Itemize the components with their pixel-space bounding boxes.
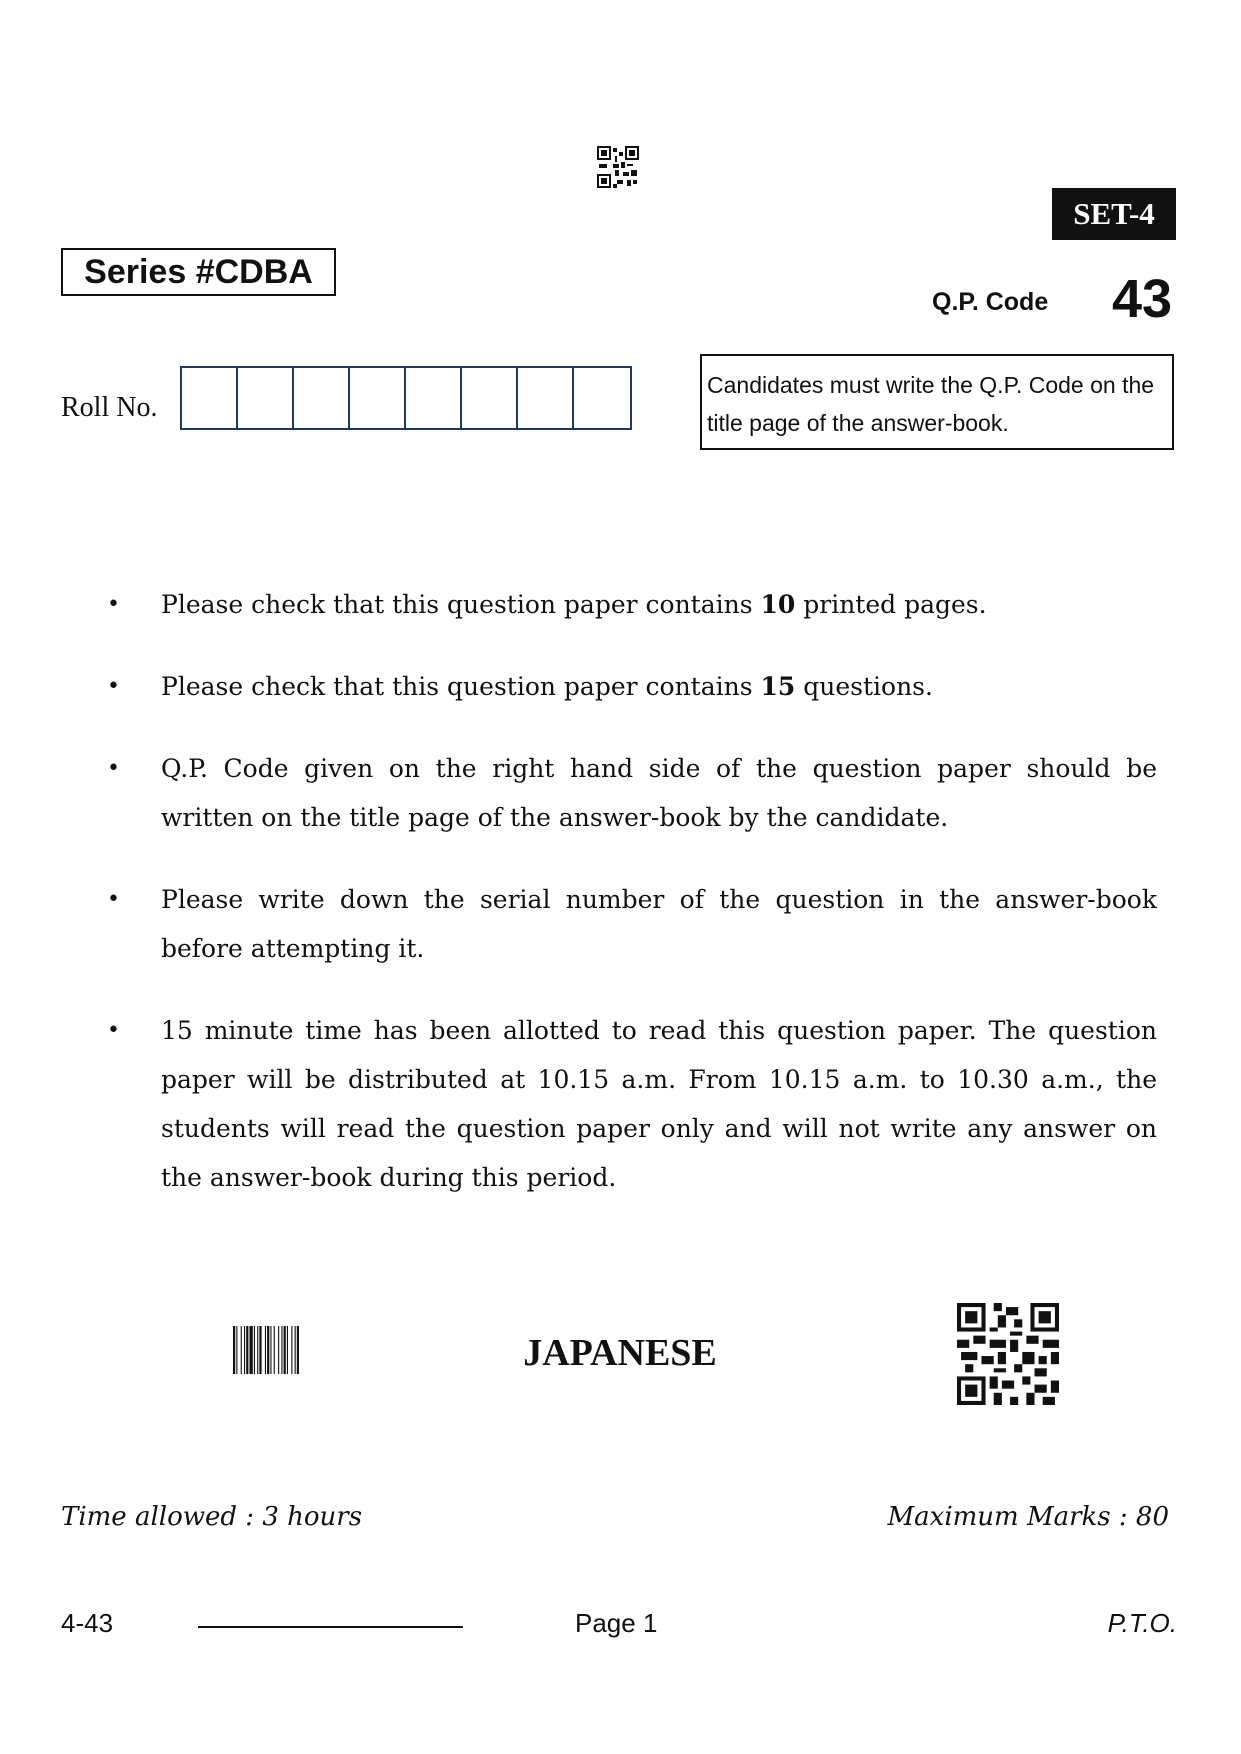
roll-no-box[interactable] [350, 368, 406, 428]
page-number: Page 1 [575, 1608, 658, 1638]
series-label: Series #CDBA [61, 248, 336, 296]
instruction-count: 10 [760, 590, 796, 619]
instruction-text: Please check that this question paper contains [161, 590, 761, 619]
footer-code: 4-43 [61, 1608, 114, 1638]
roll-no-box[interactable] [238, 368, 294, 428]
barcode-icon [233, 1326, 333, 1374]
instruction-text: 15 minute time has been allotted to read this question paper. The question paper will be distributed at 10.15 a.m. From 10.15 a.m. to 10.30 a.m., the students will read the question paper only and will not write any answer on the answer-book during this period. [161, 1016, 1157, 1192]
instruction-item [107, 662, 1157, 711]
instruction-text: questions. [795, 672, 933, 701]
qr-code-top-icon [597, 146, 639, 188]
roll-no-label: Roll No. [61, 392, 158, 423]
maximum-marks: Maximum Marks : 80 [887, 1502, 1169, 1532]
qp-code-label: Q.P. Code [932, 288, 1049, 316]
instruction-text: Please write down the serial number of the question in the answer-book before attempting it. [161, 885, 1157, 963]
candidate-note-box: Candidates must write the Q.P. Code on the title page of the answer-book. [700, 354, 1174, 450]
instruction-text: Please check that this question paper contains [161, 672, 761, 701]
subject-title: JAPANESE [523, 1332, 717, 1374]
footer-divider [198, 1626, 463, 1628]
time-allowed: Time allowed : 3 hours [61, 1502, 363, 1532]
roll-no-box[interactable] [294, 368, 350, 428]
instruction-item [107, 875, 1157, 973]
roll-no-box[interactable] [462, 368, 518, 428]
qp-code-number: 43 [1112, 269, 1173, 329]
instruction-text: Q.P. Code given on the right hand side of the question paper should be written on the title page of the answer-book by the candidate. [161, 754, 1157, 832]
roll-no-box[interactable] [574, 368, 630, 428]
qr-code-bottom-icon [957, 1303, 1059, 1405]
roll-no-box[interactable] [406, 368, 462, 428]
roll-no-box[interactable] [182, 368, 238, 428]
roll-no-boxes [180, 366, 632, 430]
instruction-item [107, 580, 1157, 629]
instruction-item [107, 744, 1157, 842]
pto-label: P.T.O. [1107, 1608, 1177, 1638]
instruction-text: printed pages. [795, 590, 987, 619]
instruction-count: 15 [760, 672, 796, 701]
instructions-list [107, 580, 1157, 1235]
set-badge: SET-4 [1052, 188, 1176, 240]
roll-no-box[interactable] [518, 368, 574, 428]
instruction-item [107, 1006, 1157, 1202]
